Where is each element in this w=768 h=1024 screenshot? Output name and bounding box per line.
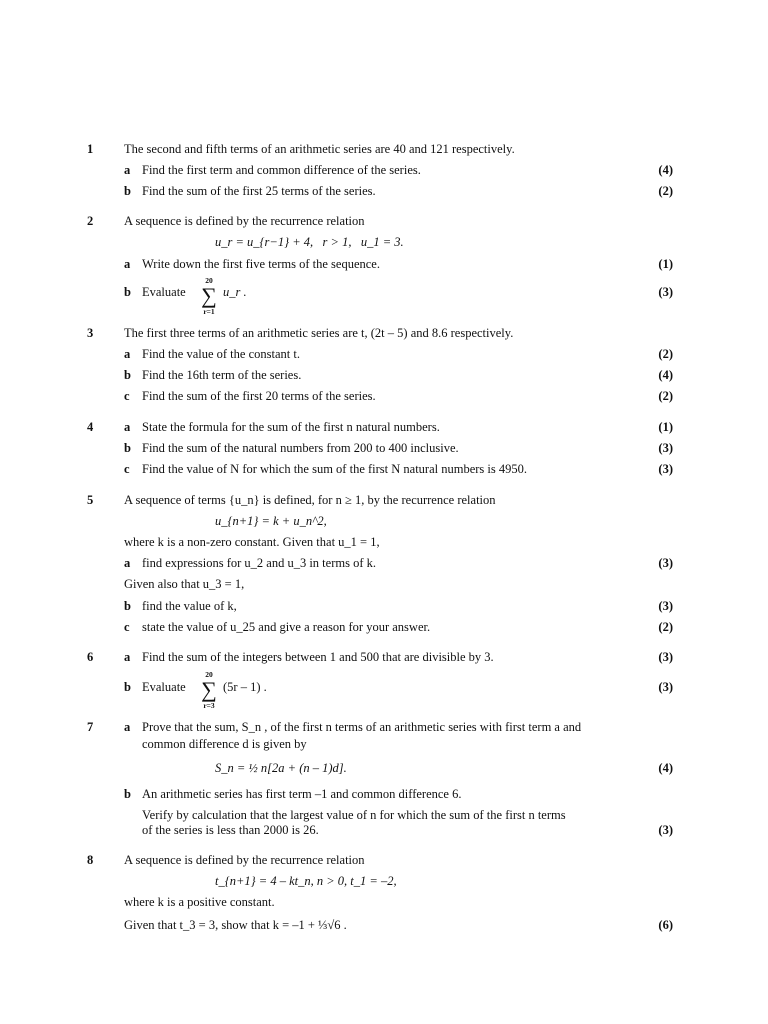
q4-part-b-letter: b: [124, 441, 131, 455]
q2-relation: u_r = u_{r−1} + 4,: [215, 235, 314, 249]
q2-part-a-text: Write down the first five terms of the sequence.: [142, 257, 380, 271]
q7-part-b-letter: b: [124, 787, 131, 801]
q7-part-b-marks: (3): [658, 823, 673, 837]
q2-condition: r > 1,: [322, 235, 352, 249]
q4-part-a-letter: a: [124, 420, 131, 434]
q4-part-c-text: Find the value of N for which the sum of the first N natural numbers is 4950.: [142, 462, 527, 476]
q5-part-b-letter: b: [124, 599, 131, 613]
q6-part-b-marks: (3): [658, 680, 673, 694]
q7-part-a-line1: Prove that the sum, S_n , of the first n terms of an arithmetic series with first term a and: [142, 720, 582, 734]
question-1-number: 1: [87, 142, 94, 156]
q5-part-a-text: find expressions for u_2 and u_3 in terms of k.: [142, 556, 376, 570]
sigma-icon: ∑: [201, 283, 217, 308]
q2-part-a-letter: a: [124, 257, 131, 271]
q4-part-b-text: Find the sum of the natural numbers from 200 to 400 inclusive.: [142, 441, 459, 455]
q6-part-a-marks: (3): [658, 650, 673, 664]
q3-part-b-letter: b: [124, 368, 131, 382]
q5-condition-line: where k is a non-zero constant. Given that u_1 = 1,: [124, 535, 380, 549]
q3-part-b-marks: (4): [658, 368, 673, 382]
q5-part-c-text: state the value of u_25 and give a reason for your answer.: [142, 620, 431, 634]
q4-part-c-marks: (3): [658, 462, 673, 476]
question-1-stem: The second and fifth terms of an arithmetic series are 40 and 121 respectively.: [124, 142, 515, 156]
q4-part-a-text: State the formula for the sum of the first n natural numbers.: [142, 420, 440, 434]
q4-part-b-marks: (3): [658, 441, 673, 455]
q5-part-c-letter: c: [124, 620, 130, 634]
question-5-number: 5: [87, 493, 94, 507]
question-3-number: 3: [87, 326, 94, 340]
q2-part-b-letter: b: [124, 285, 131, 299]
q5-given-line: Given also that u_3 = 1,: [124, 577, 245, 591]
q8-recurrence-relation: t_{n+1} = 4 – kt_n, n > 0, t_1 = –2,: [215, 874, 397, 888]
q1-part-a-marks: (4): [658, 163, 673, 177]
q2-part-b-marks: (3): [658, 285, 673, 299]
q3-part-c-text: Find the sum of the first 20 terms of the series.: [142, 389, 376, 403]
question-7-number: 7: [87, 720, 94, 734]
q8-marks: (6): [658, 918, 673, 932]
q2-sum-lower-limit: r=1: [203, 307, 215, 316]
q2-part-b-text: Evaluate: [142, 285, 186, 299]
q7-part-b-line2: Verify by calculation that the largest value of n for which the sum of the first n terms: [142, 808, 566, 822]
q7-part-b-line3: of the series is less than 2000 is 26.: [142, 823, 319, 837]
q6-summation: [201, 670, 217, 710]
question-5-stem: A sequence of terms {u_n} is defined, for n ≥ 1, by the recurrence relation: [124, 493, 496, 507]
q5-part-a-letter: a: [124, 556, 131, 570]
q7-part-a-letter: a: [124, 720, 131, 734]
question-6-number: 6: [87, 650, 94, 664]
q6-part-b-letter: b: [124, 680, 131, 694]
q2-sum-upper-limit: 20: [205, 276, 213, 285]
q5-part-c-marks: (2): [658, 620, 673, 634]
q5-recurrence-relation: u_{n+1} = k + u_n^2,: [215, 514, 327, 528]
q5-part-a-marks: (3): [658, 556, 673, 570]
q7-part-b-line1: An arithmetic series has first term –1 and common difference 6.: [142, 787, 462, 801]
question-8-number: 8: [87, 853, 94, 867]
q3-part-c-letter: c: [124, 389, 130, 403]
q6-part-a-letter: a: [124, 650, 131, 664]
q6-part-a-text: Find the sum of the integers between 1 and 500 that are divisible by 3.: [142, 650, 494, 664]
q6-sum-expression: (5r – 1) .: [223, 680, 267, 694]
q4-part-c-letter: c: [124, 462, 130, 476]
q6-sum-upper-limit: 20: [205, 670, 213, 679]
q7-part-a-marks: (4): [658, 761, 673, 775]
q2-recurrence-relation: [215, 235, 404, 250]
q5-part-b-marks: (3): [658, 599, 673, 613]
q3-part-a-marks: (2): [658, 347, 673, 361]
q7-sum-formula: S_n = ½ n[2a + (n – 1)d].: [215, 761, 347, 775]
sigma-icon: ∑: [201, 677, 217, 702]
q1-part-b-text: Find the sum of the first 25 terms of the series.: [142, 184, 376, 198]
q1-part-b-letter: b: [124, 184, 131, 198]
question-3-stem: The first three terms of an arithmetic series are t, (2t – 5) and 8.6 respectively.: [124, 326, 514, 340]
question-4-number: 4: [87, 420, 94, 434]
q1-part-a-text: Find the first term and common difference of the series.: [142, 163, 421, 177]
q6-sum-lower-limit: r=3: [203, 701, 215, 710]
q3-part-a-letter: a: [124, 347, 131, 361]
q2-initial: u_1 = 3.: [360, 235, 404, 249]
q8-constant-line: where k is a positive constant.: [124, 895, 275, 909]
q2-summation: [201, 276, 217, 316]
question-2-number: 2: [87, 214, 94, 228]
q6-part-b-text: Evaluate: [142, 680, 186, 694]
question-8-stem: A sequence is defined by the recurrence relation: [124, 853, 365, 867]
q8-given-line: Given that t_3 = 3, show that k = –1 + ⅓√6 .: [124, 918, 347, 932]
q7-part-a-line2: common difference d is given by: [142, 737, 307, 751]
q3-part-a-text: Find the value of the constant t.: [142, 347, 300, 361]
question-2-stem: A sequence is defined by the recurrence relation: [124, 214, 365, 228]
q1-part-b-marks: (2): [658, 184, 673, 198]
q2-part-a-marks: (1): [658, 257, 673, 271]
q3-part-b-text: Find the 16th term of the series.: [142, 368, 302, 382]
q1-part-a-letter: a: [124, 163, 131, 177]
q4-part-a-marks: (1): [658, 420, 673, 434]
q5-part-b-text: find the value of k,: [142, 599, 237, 613]
q3-part-c-marks: (2): [658, 389, 673, 403]
q2-sum-expression: u_r .: [223, 285, 247, 299]
